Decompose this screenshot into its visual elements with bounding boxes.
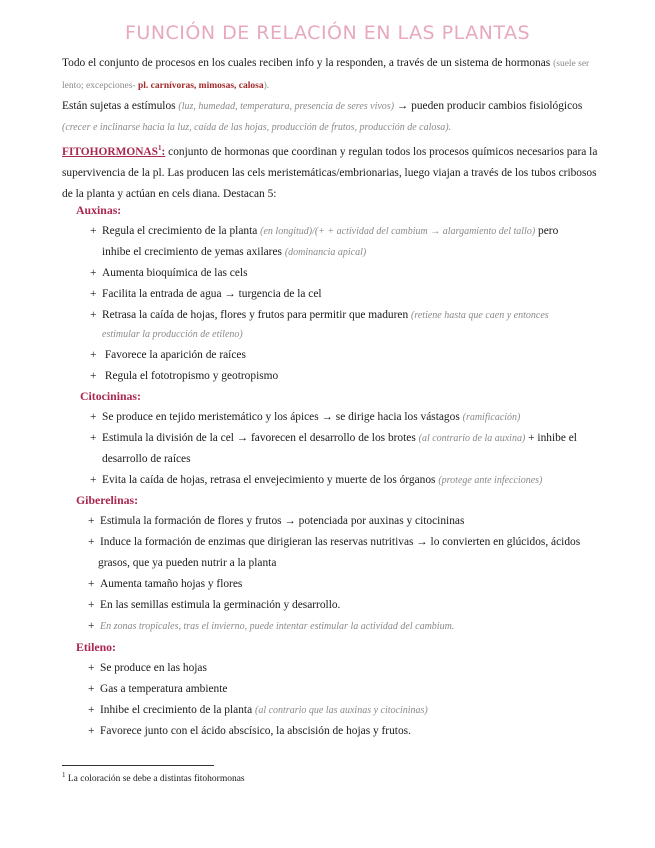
citocininas-heading: Citocininas:	[80, 389, 141, 403]
fitohormonas-paragraph: FITOHORMONAS$^1$: conjunto de hormonas que coordinan y regulan todos los procesos químicos necesarios para la supervivencia de la pl. Las producen las cels meristemáticas/embrionarias, luego viajan a través de los tubos cribosos de la planta y actúan en cels diana. Destacan 5:	[62, 144, 598, 200]
list-item: + Se produce en tejido meristemático y los ápices → se dirige hacia los vástagos (ramificación)	[90, 411, 521, 423]
list-item: + Regula el crecimiento de la planta (en longitud)/(+ + actividad del cambium → alargamiento del tallo) pero	[90, 225, 559, 237]
list-item: + Regula el fototropismo y geotropismo	[90, 370, 279, 382]
list-item-continuation: estimular la producción de etileno)	[102, 329, 243, 340]
fitohormonas-term: FITOHORMONAS$^1$:	[62, 144, 166, 158]
list-item: + Gas a temperatura ambiente	[88, 683, 228, 695]
list-item: + Retrasa la caída de hojas, flores y frutos para permitir que maduren (retiene hasta que caen y entonces	[90, 309, 549, 321]
list-item: + En zonas tropicales, tras el invierno, puede intentar estimular la actividad del cambium.	[88, 620, 455, 632]
list-item: + Favorece la aparición de raíces	[90, 349, 246, 361]
list-item: + En las semillas estimula la germinación y desarrollo.	[88, 599, 341, 611]
list-item-continuation: grasos, que ya pueden nutrir a la planta	[98, 557, 277, 569]
list-item: + Aumenta tamaño hojas y flores	[88, 578, 243, 590]
list-item-continuation: desarrollo de raíces	[102, 453, 191, 465]
footnote: $^1$ La coloración se debe a distintas fitohormonas	[62, 771, 245, 785]
list-item: + Evita la caída de hojas, retrasa el envejecimiento y muerte de los órganos (protege ante infecciones)	[90, 474, 543, 486]
list-item: + Se produce en las hojas	[88, 662, 207, 674]
list-item: + Estimula la formación de flores y frutos → potenciada por auxinas y citocininas	[88, 515, 465, 527]
page-title: FUNCIÓN DE RELACIÓN EN LAS PLANTAS	[124, 22, 531, 44]
etileno-heading: Etileno:	[76, 640, 116, 654]
list-item: + Induce la formación de enzimas que dirigieran las reservas nutritivas → lo convierten en glúcidos, ácidos	[88, 536, 581, 548]
list-item: + Inhibe el crecimiento de la planta (al contrario que las auxinas y citocininas)	[88, 704, 428, 716]
list-item: + Estimula la división de la cel → favorecen el desarrollo de los brotes (al contrario de la auxina) + inhibe el	[90, 432, 577, 444]
list-item-continuation: inhibe el crecimiento de yemas axilares (dominancia apical)	[102, 246, 367, 258]
list-item: + Facilita la entrada de agua → turgencia de la cel	[90, 288, 322, 300]
intro-paragraph-2: Están sujetas a estímulos (luz, humedad, temperatura, presencia de seres vivos) → pueden producir cambios fisiológicos (crecer e inclinarse hacia la luz, caída de las hojas, producción de frutos, producción de calosa).	[62, 100, 583, 133]
list-item: + Aumenta bioquímica de las cels	[90, 267, 248, 279]
intro-paragraph-1: Todo el conjunto de procesos en los cuales reciben info y la responden, a través de un sistema de hormonas (suele ser lento; excepciones- pl. carnívoras, mimosas, calosa).	[62, 57, 590, 91]
auxinas-heading: Auxinas:	[76, 203, 122, 217]
list-item: + Favorece junto con el ácido abscísico, la abscisión de hojas y frutos.	[88, 725, 411, 737]
footnote-divider	[62, 765, 214, 766]
giberelinas-heading: Giberelinas:	[76, 493, 139, 507]
